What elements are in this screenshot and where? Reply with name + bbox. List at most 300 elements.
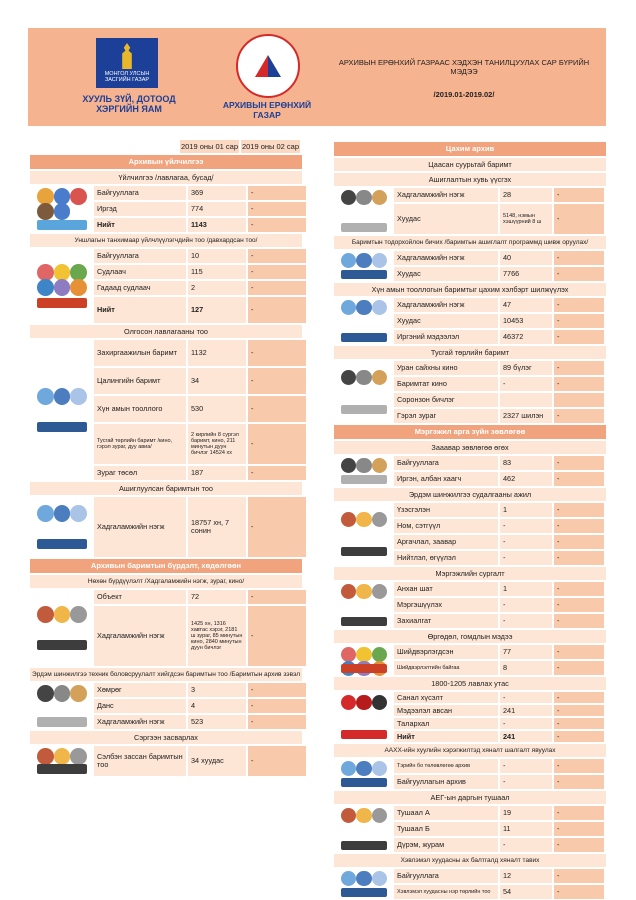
value-month-1: 46372	[500, 330, 552, 344]
table-row	[94, 746, 306, 776]
row-group	[394, 806, 606, 852]
value-month-1: 77	[500, 645, 552, 659]
table-row	[394, 718, 606, 729]
row-label: Аргачлал, заавар	[394, 535, 498, 549]
table-row	[394, 456, 606, 470]
value-month-1: 8	[500, 661, 552, 675]
data-block	[334, 251, 606, 281]
complaint-icon	[334, 645, 394, 675]
table-row	[394, 472, 606, 486]
row-label: Мэргэшүүлэх	[394, 598, 498, 612]
value-month-1: 774	[188, 202, 246, 216]
table-row	[394, 869, 606, 883]
table-row	[394, 393, 606, 407]
data-block	[334, 582, 606, 628]
subsection-title: АЕГ-ын даргын тушаал	[334, 791, 606, 804]
row-label: Нийтлэл, өгүүлэл	[394, 551, 498, 565]
value-month-1: 7766	[500, 267, 552, 281]
value-month-1: -	[500, 535, 552, 549]
value-month-2: -	[554, 661, 604, 675]
row-label: Цалингийн баримт	[94, 368, 186, 394]
research-icon	[334, 503, 394, 565]
data-block	[30, 590, 302, 666]
value-month-1: 34 хуудас	[188, 746, 246, 776]
table-row	[394, 535, 606, 549]
row-label: Шийдвэрлэгдсэн	[394, 645, 498, 659]
data-block	[30, 497, 302, 557]
row-label: Гадаад судлаач	[94, 281, 186, 295]
row-label: Мэдээлэл авсан	[394, 705, 498, 716]
row-label: Иргэний мэдээлэл	[394, 330, 498, 344]
value-month-2: -	[554, 775, 604, 789]
table-row	[394, 330, 606, 344]
paperwork-icon	[30, 683, 94, 729]
value-month-2: -	[554, 377, 604, 391]
left-column	[30, 140, 302, 776]
table-row	[94, 590, 306, 604]
value-month-1: 34	[188, 368, 246, 394]
col-2019-01: 2019 оны 01 сар	[180, 142, 239, 151]
value-month-2: -	[554, 330, 604, 344]
value-month-2: -	[554, 535, 604, 549]
row-label: Захиргаажилын баримт	[94, 340, 186, 366]
table-row	[394, 582, 606, 596]
value-month-1: 369	[188, 186, 246, 200]
row-group	[94, 683, 306, 729]
table-row	[94, 606, 306, 666]
table-row	[394, 661, 606, 675]
value-month-1: -	[500, 519, 552, 533]
subsection-title: Эрдэм шинжилгээ техник боловсруулалт хийгдсэн баримтын тоо /Баримтын архив зэвэл	[30, 668, 302, 681]
table-row	[394, 731, 606, 742]
value-month-1: -	[500, 614, 552, 628]
value-month-2: -	[554, 251, 604, 265]
value-month-1: -	[500, 718, 552, 729]
table-row	[94, 202, 306, 216]
value-month-1: 47	[500, 298, 552, 312]
row-label: Зураг төсөл	[94, 466, 186, 480]
value-month-2: -	[554, 551, 604, 565]
subsection-title: Олгосон лавлагааны тоо	[30, 325, 302, 338]
row-label: Нийт	[394, 731, 498, 742]
data-block	[334, 645, 606, 675]
section-title: Цахим архив	[334, 142, 606, 156]
row-label: Хүн амын тооллого	[94, 396, 186, 422]
table-row	[394, 775, 606, 789]
meeting-icon	[334, 456, 394, 486]
value-month-2: -	[554, 298, 604, 312]
value-month-1: -	[500, 377, 552, 391]
table-row	[94, 699, 306, 713]
value-month-1: 5148, нэмын хэшүүрний 8 ш	[500, 204, 552, 234]
box-folders-icon	[30, 590, 94, 666]
value-month-1: 187	[188, 466, 246, 480]
data-block	[334, 806, 606, 852]
value-month-2: -	[554, 806, 604, 820]
row-label: Хадгаламжийн нэгж	[394, 298, 498, 312]
table-row	[394, 614, 606, 628]
value-month-1: -	[500, 692, 552, 703]
value-month-2: -	[554, 361, 604, 375]
row-label: Ном, сэтгүүл	[394, 519, 498, 533]
value-month-2: -	[248, 590, 306, 604]
table-row	[394, 314, 606, 328]
col-2019-02: 2019 оны 02 сар	[241, 142, 300, 151]
telephone-icon	[334, 692, 394, 742]
table-row	[394, 361, 606, 375]
row-label: Баримтат кино	[394, 377, 498, 391]
value-month-1: 523	[188, 715, 246, 729]
table-row	[94, 715, 306, 729]
subsection-title: Сэргээн засварлах	[30, 731, 302, 744]
value-month-2: -	[248, 396, 306, 422]
row-label: Хадгаламжийн нэгж	[394, 188, 498, 202]
section-title: Архивын үйлчилгээ	[30, 155, 302, 169]
row-group	[394, 298, 606, 344]
value-month-2: -	[554, 456, 604, 470]
value-month-2	[554, 393, 604, 407]
table-row	[394, 267, 606, 281]
data-block	[334, 503, 606, 565]
value-month-2: -	[554, 503, 604, 517]
row-label: Тусгай төрлийн баримт /кино, гэрэл зураг, дуу авиа/	[94, 424, 186, 464]
value-month-2: -	[248, 202, 306, 216]
archive-name: АРХИВЫН ЕРӨНХИЙ ГАЗАР	[222, 100, 312, 120]
value-month-2: -	[554, 598, 604, 612]
row-label: Уран сайхны кино	[394, 361, 498, 375]
value-month-1: 2	[188, 281, 246, 295]
row-group	[394, 188, 606, 234]
value-month-2: -	[554, 314, 604, 328]
row-group	[394, 361, 606, 423]
table-row	[394, 598, 606, 612]
data-block	[334, 298, 606, 344]
row-group	[94, 340, 306, 480]
table-row	[394, 692, 606, 703]
row-label: Үзэсгэлэн	[394, 503, 498, 517]
subsection-title: Ашиглалтын хувь үүсгэх	[334, 173, 606, 186]
data-block	[334, 692, 606, 742]
data-block	[334, 869, 606, 899]
row-group	[394, 456, 606, 486]
researchers-icon	[30, 249, 94, 323]
row-group	[94, 497, 306, 557]
value-month-1: 3	[188, 683, 246, 697]
row-label: Хадгаламжийн нэгж	[94, 497, 186, 557]
row-label: Хадгаламжийн нэгж	[94, 715, 186, 729]
table-row	[394, 645, 606, 659]
value-month-2: -	[554, 869, 604, 883]
value-month-2: -	[554, 267, 604, 281]
row-label: Байгууллагын архив	[394, 775, 498, 789]
value-month-1: 127	[188, 297, 246, 323]
value-month-1: 241	[500, 731, 552, 742]
value-month-1: -	[500, 759, 552, 773]
data-block	[30, 186, 302, 232]
table-row	[394, 822, 606, 836]
value-month-2: -	[248, 186, 306, 200]
column-header	[30, 140, 302, 153]
table-row	[94, 218, 306, 232]
row-label: Байгууллага	[394, 869, 498, 883]
row-label: Данс	[94, 699, 186, 713]
value-month-1: -	[500, 598, 552, 612]
value-month-1: 1	[500, 582, 552, 596]
value-month-1: -	[500, 775, 552, 789]
row-label: Хэвлэмэл хуудасны нэр төрлийн тоо	[394, 885, 498, 899]
value-month-1: 115	[188, 265, 246, 279]
subsection-title: Өргөдөл, гомдлын мэдээ	[334, 630, 606, 643]
government-logo	[96, 38, 158, 88]
value-month-1: 530	[188, 396, 246, 422]
header-spacer	[30, 140, 180, 153]
row-label: Тушаал А	[394, 806, 498, 820]
value-month-2: -	[248, 715, 306, 729]
table-row	[394, 204, 606, 234]
subsection-title: Уншлагын танхимаар үйлчлүүлэгчдийн тоо /давхардсан тоо/	[30, 234, 302, 247]
value-month-2: -	[248, 265, 306, 279]
value-month-1: 28	[500, 188, 552, 202]
logo-text: МОНГОЛ УЛСЫН ЗАСГИЙН ГАЗАР	[104, 71, 150, 83]
table-row	[94, 497, 306, 557]
value-month-2: -	[248, 466, 306, 480]
subsection-title: Нөхөн бүрдүүлэлт /Хадгаламжийн нэгж, зураг, кино/	[30, 575, 302, 588]
scanning-icon	[334, 188, 394, 234]
table-row	[394, 377, 606, 391]
row-label: Хадгаламжийн нэгж	[394, 251, 498, 265]
row-label: Байгууллага	[394, 456, 498, 470]
value-month-1: 1	[500, 503, 552, 517]
table-row	[394, 705, 606, 716]
value-month-2: -	[554, 822, 604, 836]
data-block	[334, 188, 606, 234]
subsection-title: Тусгай төрлийн баримт	[334, 346, 606, 359]
training-icon	[334, 582, 394, 628]
subsection-title: Зааавар зөвлөгөө өгөх	[334, 441, 606, 454]
value-month-1: 1143	[188, 218, 246, 232]
subsection-title: ААХХ-ийн хуулийн хэрэгжилтэд хяналт шалгалт явуулах	[334, 744, 606, 757]
value-month-1: 10453	[500, 314, 552, 328]
value-month-1: -	[500, 551, 552, 565]
value-month-1: 11	[500, 822, 552, 836]
value-month-1: 1132	[188, 340, 246, 366]
row-group	[394, 251, 606, 281]
value-month-2: -	[248, 297, 306, 323]
value-month-1: 10	[188, 249, 246, 263]
value-month-1: 12	[500, 869, 552, 883]
subsection-title: Эрдэм шинжилгээ судалгааны ажил	[334, 488, 606, 501]
row-label: Нийт	[94, 218, 186, 232]
value-month-1	[500, 393, 552, 407]
row-label: Хадгаламжийн нэгж	[94, 606, 186, 666]
value-month-2: -	[554, 838, 604, 852]
value-month-1: 462	[500, 472, 552, 486]
row-group	[94, 249, 306, 323]
value-month-1: 19	[500, 806, 552, 820]
order-signing-icon	[334, 806, 394, 852]
page-period: /2019.01-2019.02/	[433, 90, 495, 99]
value-month-2: -	[554, 692, 604, 703]
row-label: Нийт	[94, 297, 186, 323]
value-month-2: -	[248, 606, 306, 666]
row-label: Сэлбэн зассан баримтын тоо	[94, 746, 186, 776]
table-row	[94, 466, 306, 480]
documents-icon	[30, 340, 94, 480]
header-banner	[28, 28, 606, 126]
restoration-icon	[30, 746, 94, 776]
section-title: Мэргэжил арга зүйн зөвлөгөө	[334, 425, 606, 439]
row-label: Хөмрөг	[94, 683, 186, 697]
table-row	[394, 885, 606, 899]
value-month-2: -	[554, 409, 604, 423]
table-row	[94, 186, 306, 200]
value-month-1: 40	[500, 251, 552, 265]
row-label: Захиалгат	[394, 614, 498, 628]
subsection-title: Ашиглуулсан баримтын тоо	[30, 482, 302, 495]
table-row	[394, 551, 606, 565]
value-month-2: -	[554, 645, 604, 659]
digitizing-icon	[334, 251, 394, 281]
value-month-2: -	[248, 340, 306, 366]
value-month-2: -	[554, 204, 604, 234]
archive-book-icon	[30, 497, 94, 557]
value-month-1: 18757 хн, 7 сонин	[188, 497, 246, 557]
people-icon	[30, 186, 94, 232]
data-block	[30, 340, 302, 480]
row-label: Шийдвэрлэлтийн байгаа	[394, 661, 498, 675]
inspection-icon	[334, 759, 394, 789]
value-month-2: -	[248, 497, 306, 557]
right-column	[334, 140, 606, 899]
row-label: Санал хүсэлт	[394, 692, 498, 703]
subsection-title: Цаасан суурьтай баримт	[334, 158, 606, 171]
value-month-2: -	[248, 424, 306, 464]
table-row	[394, 409, 606, 423]
value-month-2: -	[248, 746, 306, 776]
row-group	[94, 746, 306, 776]
row-label: Судлаач	[94, 265, 186, 279]
value-month-1: 89 бүлэг	[500, 361, 552, 375]
table-row	[94, 249, 306, 263]
data-block	[334, 456, 606, 486]
row-label: Хуудас	[394, 314, 498, 328]
table-row	[94, 396, 306, 422]
row-group	[94, 590, 306, 666]
row-label: Байгууллага	[94, 249, 186, 263]
value-month-2: -	[554, 885, 604, 899]
archive-logo	[236, 34, 300, 98]
row-label: Иргэн, албан хаагч	[394, 472, 498, 486]
table-row	[94, 340, 306, 366]
subsection-title: Хэвлэмэл хуудасны ах балтгалд хяналт тавих	[334, 854, 606, 867]
value-month-2: -	[248, 249, 306, 263]
table-row	[394, 298, 606, 312]
printing-icon	[334, 869, 394, 899]
value-month-1: 2327 шилэн	[500, 409, 552, 423]
table-row	[94, 265, 306, 279]
value-month-1: 2 кирлийн 8 сургэл баримт, кино, 211 минутын дуун бичлэг 14524 хх	[188, 424, 246, 464]
ministry-name: ХУУЛЬ ЗҮЙ, ДОТООД ХЭРГИЙН ЯАМ	[82, 94, 176, 114]
row-label: Тэрийн бо төлөвлөгөө архив	[394, 759, 498, 773]
row-label: Хуудас	[394, 267, 498, 281]
table-row	[394, 519, 606, 533]
row-label: Гэрэл зураг	[394, 409, 498, 423]
subsection-title: Баримтын тодорхойлон бичих /баримтын ашиглалт программд шивж оруулах/	[334, 236, 606, 249]
table-row	[394, 503, 606, 517]
value-month-2: -	[554, 472, 604, 486]
page-title: АРХИВЫН ЕРӨНХИЙ ГАЗРААС ХЭДХЭН ТАНИЛЦУУЛАХ САР БҮРИЙН МЭДЭЭ	[338, 58, 590, 76]
row-group	[394, 503, 606, 565]
section-title: Архивын баримтын бүрдэлт, хөдөлгөөн	[30, 559, 302, 573]
data-block	[334, 759, 606, 789]
soyombo-icon	[119, 43, 135, 69]
row-group	[394, 759, 606, 789]
table-row	[94, 368, 306, 394]
table-row	[94, 424, 306, 464]
table-row	[94, 683, 306, 697]
row-label: Дүрэм, журам	[394, 838, 498, 852]
table-row	[394, 838, 606, 852]
row-group	[394, 869, 606, 899]
data-block	[334, 361, 606, 423]
film-reel-icon	[334, 361, 394, 423]
table-row	[394, 759, 606, 773]
row-group	[94, 186, 306, 232]
table-row	[394, 188, 606, 202]
table-row	[94, 297, 306, 323]
row-group	[394, 645, 606, 675]
data-block	[30, 683, 302, 729]
data-block	[30, 746, 302, 776]
row-label: Байгууллага	[94, 186, 186, 200]
value-month-2: -	[248, 683, 306, 697]
archive-emblem-icon	[255, 55, 281, 77]
data-block	[30, 249, 302, 323]
value-month-2: -	[248, 281, 306, 295]
table-row	[94, 281, 306, 295]
subsection-title: Хүн амын тооллогын баримтыг цахим хэлбэрт шилжүүлэх	[334, 283, 606, 296]
value-month-1: 241	[500, 705, 552, 716]
value-month-2: -	[554, 519, 604, 533]
value-month-2: -	[554, 718, 604, 729]
value-month-1: 4	[188, 699, 246, 713]
value-month-2: -	[248, 699, 306, 713]
row-label: Хуудас	[394, 204, 498, 234]
row-label: Анхан шат	[394, 582, 498, 596]
subsection-title: Мэргэжлийн сургалт	[334, 567, 606, 580]
value-month-2: -	[554, 614, 604, 628]
value-month-2: -	[554, 188, 604, 202]
row-label: Иргэд	[94, 202, 186, 216]
value-month-2: -	[554, 731, 604, 742]
value-month-1: 83	[500, 456, 552, 470]
row-label: Талархал	[394, 718, 498, 729]
value-month-1: 54	[500, 885, 552, 899]
table-row	[394, 806, 606, 820]
row-label: Тушаал Б	[394, 822, 498, 836]
subsection-title: Үйлчилгээ /лавлагаа, бусад/	[30, 171, 302, 184]
row-group	[394, 692, 606, 742]
row-label: Соронзон бичлэг	[394, 393, 498, 407]
row-group	[394, 582, 606, 628]
value-month-2: -	[554, 759, 604, 773]
value-month-1: -	[500, 838, 552, 852]
row-label: Объект	[94, 590, 186, 604]
value-month-2: -	[554, 582, 604, 596]
table-row	[394, 251, 606, 265]
value-month-1: 1425 хн, 1316 хавтас хэрэг, 2181 ш зураг, 85 минутын кино, 2840 минутын дуун бичлэг	[188, 606, 246, 666]
value-month-1: 72	[188, 590, 246, 604]
